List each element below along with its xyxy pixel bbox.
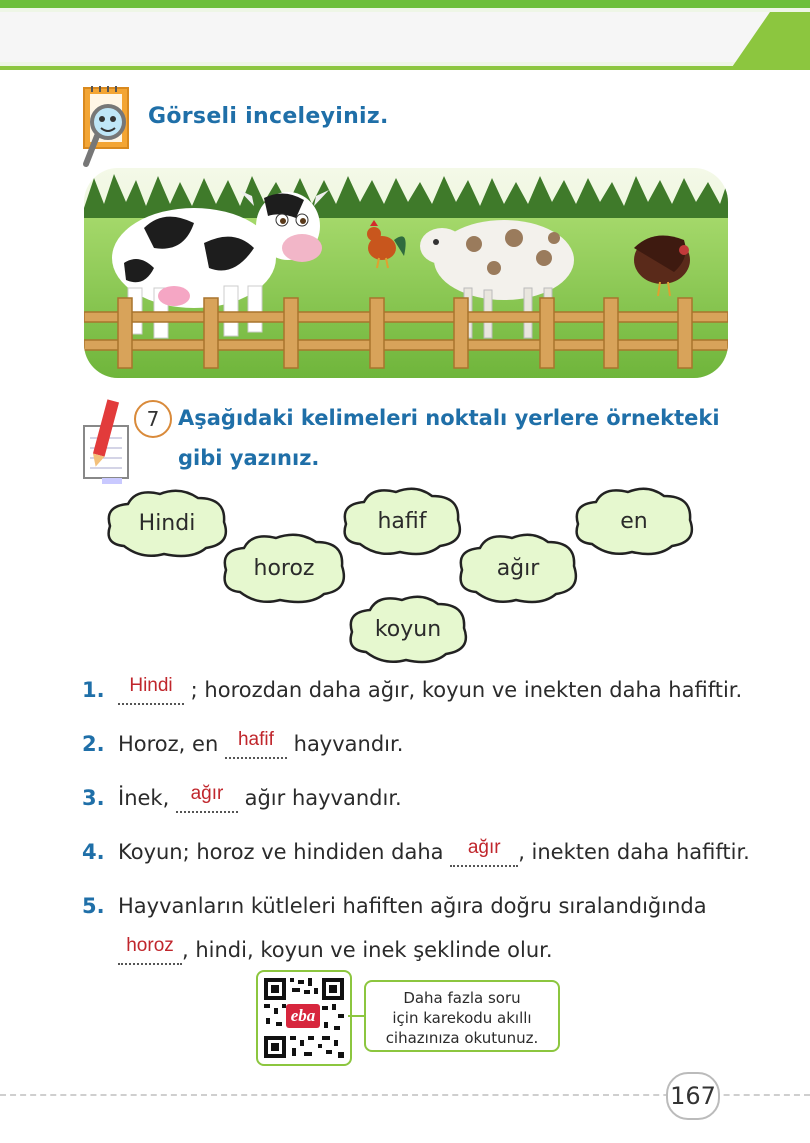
answer-blank[interactable] — [118, 935, 182, 965]
section-heading: Görseli inceleyiniz. — [148, 104, 389, 129]
page-number: 167 — [666, 1072, 720, 1120]
qr-note — [364, 980, 560, 1052]
sentence-3 — [82, 783, 402, 813]
sentence-5 — [82, 894, 707, 918]
qr-code[interactable] — [256, 970, 352, 1066]
sentence-4 — [82, 837, 750, 867]
word-cloud-horoz — [218, 530, 350, 606]
farm-animals-illustration — [84, 168, 728, 378]
sentence-text: ağır hayvandır. — [237, 786, 402, 810]
answer-blank[interactable] — [118, 675, 184, 705]
qr-note-line: cihazınıza okutunuz. — [385, 1029, 539, 1047]
sentence-text: Horoz, en — [118, 732, 225, 756]
word-cloud-hafif — [338, 484, 466, 558]
answer-text: horoz — [126, 935, 174, 956]
answer-text: ağır — [190, 783, 224, 804]
sentence-text: , inekten daha hafiftir. — [518, 840, 750, 864]
qr-note-line: için karekodu akıllı — [392, 1009, 532, 1027]
sentence-text: Hayvanların kütleleri hafiften ağıra doğru sıralandığında — [118, 894, 707, 918]
cloud-word: en — [620, 508, 648, 534]
cloud-word: koyun — [374, 616, 442, 642]
cloud-word: hafif — [377, 508, 427, 534]
answer-blank[interactable] — [225, 729, 287, 759]
magnifier-icon — [82, 84, 132, 170]
pencil-notebook-icon — [80, 396, 132, 486]
answer-blank[interactable] — [176, 783, 238, 813]
sentence-number: 2. — [82, 732, 105, 756]
sentence-text: , hindi, koyun ve inek şeklinde olur. — [182, 938, 553, 962]
qr-note-line: Daha fazla soru — [403, 989, 521, 1007]
exercise-instruction: Aşağıdaki kelimeleri noktalı yerlere örnekteki gibi yazınız. — [178, 406, 720, 470]
sentence-2 — [82, 729, 404, 759]
sentence-number: 4. — [82, 840, 105, 864]
word-cloud-agir — [454, 530, 582, 606]
word-cloud-en — [570, 484, 698, 558]
answer-text: Hindi — [129, 675, 173, 696]
cloud-word: ağır — [496, 555, 540, 581]
answer-text: hafif — [237, 729, 274, 750]
sentence-1 — [82, 675, 743, 705]
cloud-word: horoz — [253, 555, 315, 581]
sentence-text: Koyun; horoz ve hindiden daha — [118, 840, 451, 864]
qr-connector — [348, 1015, 364, 1017]
word-cloud-koyun — [344, 592, 472, 666]
sentence-text: ; horozdan daha ağır, koyun ve inekten daha hafiftir. — [184, 678, 743, 702]
sentence-number: 3. — [82, 786, 105, 810]
answer-blank[interactable] — [450, 837, 518, 867]
top-banner — [0, 0, 810, 70]
word-cloud-hindi — [102, 486, 232, 560]
eba-logo: eba — [286, 1004, 320, 1028]
sentence-number: 1. — [82, 678, 105, 702]
sentence-text: İnek, — [118, 786, 176, 810]
sentence-number: 5. — [82, 894, 105, 918]
exercise-number: 7 — [134, 400, 172, 438]
sentence-5-continued — [118, 935, 553, 965]
sentence-text: hayvandır. — [286, 732, 404, 756]
cloud-word: Hindi — [138, 510, 196, 536]
answer-text: ağır — [467, 837, 501, 858]
